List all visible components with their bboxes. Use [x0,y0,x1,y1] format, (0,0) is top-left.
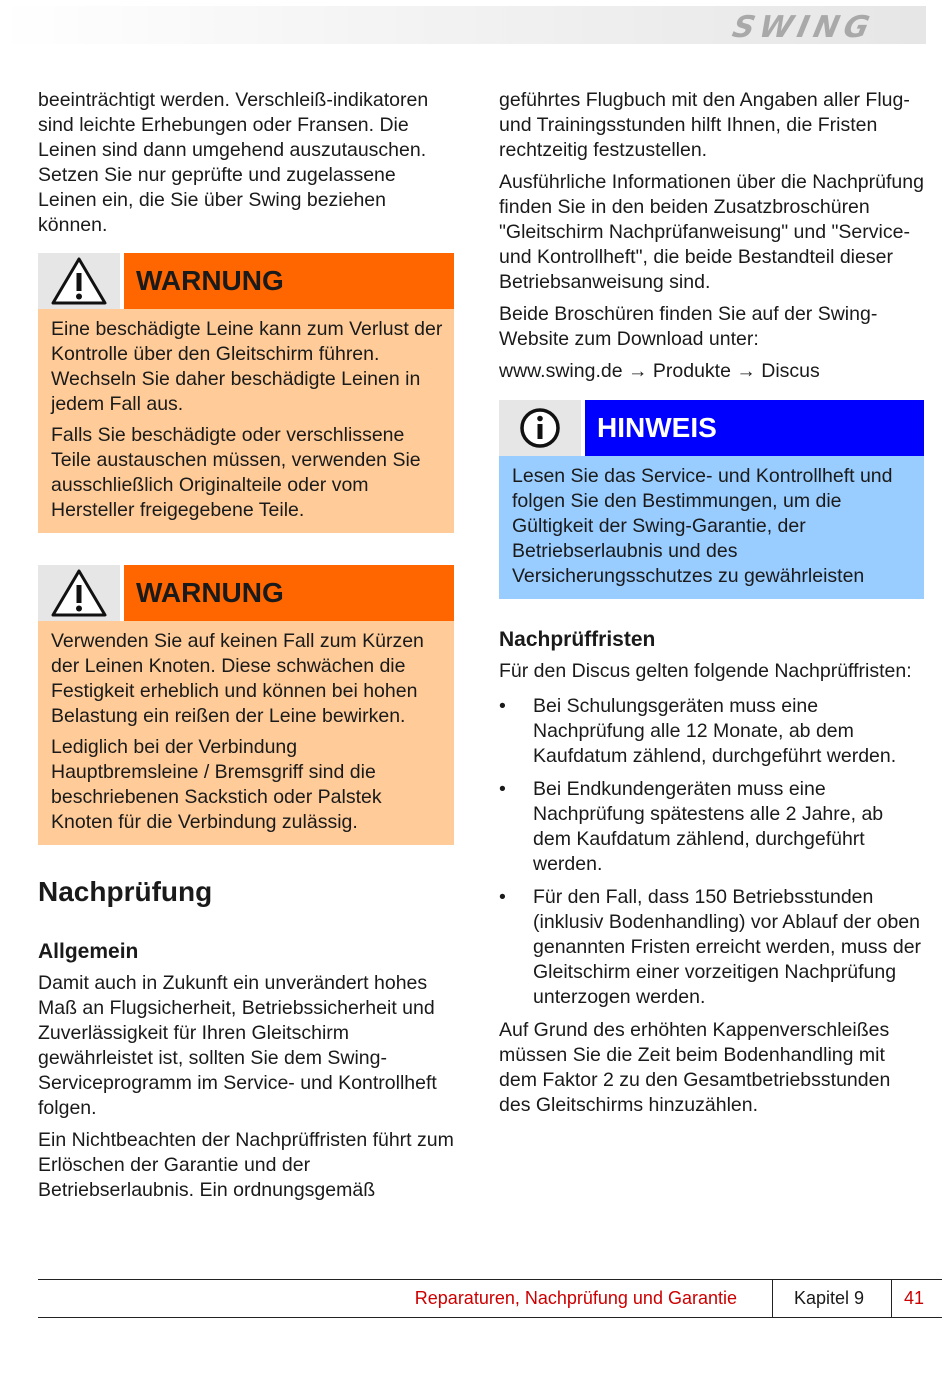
subsection-heading: Nachprüffristen [499,628,656,651]
swing-logo: SWING [729,10,878,45]
note-text: Lesen Sie das Service- und Kontrollheft und folgen Sie den Bestimmungen, um die Gültigkeit der Swing-Garantie, der Betriebserlaubnis und des Versicherungsschutzes zu gewährleisten [512,465,893,587]
note-box [499,400,924,599]
warning-triangle-icon [38,565,120,621]
note-title: HINWEIS [585,400,924,456]
body-paragraph: Ausführliche Informationen über die Nachprüfung finden Sie in den beiden Zusatzbroschüren "Gleitschirm Nachprüfanweisung" und "Service- und Kontrollheft", die beide Bestandteil dieser Betriebsanweisung sind. [499,171,924,293]
warning-text: Lediglich bei der Verbindung Hauptbremsleine / Bremsgriff sind die beschriebenen Sackstich oder Palstek Knoten für die Verbindung zulässig. [51,736,382,833]
bullet-icon: • [499,695,506,717]
body-paragraph: Auf Grund des erhöhten Kappenverschleißes müssen Sie die Zeit beim Bodenhandling mit dem Faktor 2 zu den Gesamtbetriebsstunden des Gleitschirms hinzuzählen. [499,1019,891,1116]
warning-title: WARNUNG [124,253,454,309]
warning-title: WARNUNG [124,565,454,621]
warning-box-2 [38,565,454,845]
bullet-icon: • [499,886,506,908]
intro-paragraph: beeinträchtigt werden. Verschleiß-indikatoren sind leichte Erhebungen oder Fransen. Die Leinen sind dann umgehend auszutauschen. Setzen Sie nur geprüfte und zugelassene Leinen ein, die Sie über Swing beziehen können. [38,89,429,236]
footer-divider [891,1280,892,1317]
body-paragraph: geführtes Flugbuch mit den Angaben aller Flug- und Trainingsstunden hilft Ihnen, die Fristen rechtzeitig festzustellen. [499,89,910,161]
list-item: • Bei Schulungsgeräten muss eine Nachprüfung alle 12 Monate, ab dem Kaufdatum zählend, durchgeführt werden. [499,695,897,767]
list-item: • Für den Fall, dass 150 Betriebsstunden (inklusiv Bodenhandling) vor Ablauf der oben genannten Fristen erreicht werden, muss der Gleitschirm einer vorzeitigen Nachprüfung unterzogen werden. [499,886,922,1008]
warning-text: Eine beschädigte Leine kann zum Verlust der Kontrolle über den Gleitschirm führen. Wechseln Sie daher beschädigte Leinen in jedem Fall aus. [51,318,443,415]
page-number: 41 [904,1288,925,1308]
footer-chapter: Kapitel 9 [794,1288,865,1308]
right-column [499,88,924,1125]
section-heading: Nachprüfung [38,876,213,907]
warning-box-1 [38,253,454,533]
footer-section-title: Reparaturen, Nachprüfung und Garantie [414,1288,737,1308]
warning-triangle-icon [38,253,120,309]
body-paragraph: Ein Nichtbeachten der Nachprüffristen führt zum Erlöschen der Garantie und der Betriebserlaubnis. Ein ordnungsgemäß [38,1129,454,1201]
footer-rule-bottom [38,1317,942,1318]
bullet-icon: • [499,778,506,800]
list-item: • Bei Endkundengeräten muss eine Nachprüfung spätestens alle 2 Jahre, ab dem Kaufdatum zählend, durchgeführt werden. [499,778,884,875]
footer-divider [772,1280,773,1317]
warning-text: Verwenden Sie auf keinen Fall zum Kürzen der Leinen Knoten. Diese schwächen die Festigkeit erheblich und können bei hohen Belastung ein reißen der Leine bewirken. [51,630,424,727]
warning-text: Falls Sie beschädigte oder verschlissene Teile austauschen müssen, verwenden Sie ausschließlich Originalteile oder vom Hersteller freigegebene Teile. [51,424,421,521]
left-column [38,88,454,1210]
subsection-heading: Allgemein [38,940,139,963]
body-paragraph: Beide Broschüren finden Sie auf der Swing-Website zum Download unter: [499,303,878,350]
info-icon [499,400,581,456]
website-link[interactable]: www.swing.de → Produkte → Discus [499,360,820,382]
deadline-list [499,694,924,1010]
body-paragraph: Damit auch in Zukunft ein unverändert hohes Maß an Flugsicherheit, Betriebssicherheit und Zuverlässigkeit für Ihren Gleitschirm gewährleistet ist, sollten Sie dem Swing-Serviceprogramm im Service- und Kontrollheft folgen. [38,972,437,1119]
body-paragraph: Für den Discus gelten folgende Nachprüffristen: [499,660,912,682]
page-footer [38,1280,942,1317]
